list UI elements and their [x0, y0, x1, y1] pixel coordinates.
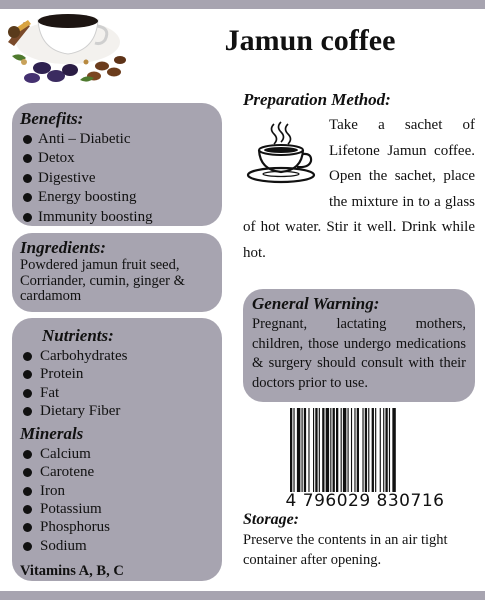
preparation-heading: Preparation Method: — [243, 90, 391, 109]
storage-text: Preserve the contents in an air tight container after opening. — [243, 532, 448, 568]
minerals-list — [20, 445, 214, 555]
list-item: Fat — [20, 384, 214, 402]
coffee-cup-icon — [244, 120, 320, 186]
list-item: Potassium — [20, 500, 214, 518]
list-item: Carbohydrates — [20, 347, 214, 365]
storage-heading: Storage: — [243, 511, 299, 528]
ingredients-panel — [12, 233, 222, 312]
bottom-border-bar — [0, 591, 485, 600]
page-title: Jamun coffee — [224, 24, 396, 57]
ingredients-heading: Ingredients: — [20, 238, 106, 257]
barcode-number: 4 796029 830716 — [285, 491, 445, 511]
list-item: Immunity boosting — [20, 208, 214, 227]
list-item: Sodium — [20, 537, 214, 555]
nutrients-heading: Nutrients: — [42, 326, 114, 345]
list-item: Calcium — [20, 445, 214, 463]
warning-text: Pregnant, lactating mothers, children, those undergo medications & surgery should consult with their doctors prior to use. — [252, 316, 466, 391]
nutrients-panel — [12, 318, 222, 581]
preparation-text: Take a sachet of Lifetone Jamun coffee. Open the sachet, place the mixture in to a glass of hot water. Stir it well. Drink while hot. — [243, 117, 475, 261]
list-item: Dietary Fiber — [20, 402, 214, 420]
warning-panel — [243, 289, 475, 402]
benefits-heading: Benefits: — [20, 109, 84, 128]
warning-heading: General Warning: — [252, 294, 380, 313]
nutrients-list — [20, 347, 214, 420]
minerals-heading: Minerals — [20, 424, 84, 444]
ingredients-text: Powdered jamun fruit seed, Corriander, cumin, ginger & cardamom — [20, 257, 185, 305]
benefits-list — [20, 130, 214, 227]
list-item: Anti – Diabetic — [20, 130, 214, 149]
list-item: Protein — [20, 365, 214, 383]
list-item: Energy boosting — [20, 188, 214, 207]
coffee-hero-image — [2, 10, 132, 90]
vitamins-text: Vitamins A, B, C — [20, 562, 124, 579]
list-item: Digestive — [20, 169, 214, 188]
list-item: Phosphorus — [20, 518, 214, 536]
list-item: Carotene — [20, 463, 214, 481]
top-border-bar — [0, 0, 485, 9]
benefits-panel — [12, 103, 222, 226]
list-item: Iron — [20, 482, 214, 500]
list-item: Detox — [20, 149, 214, 168]
